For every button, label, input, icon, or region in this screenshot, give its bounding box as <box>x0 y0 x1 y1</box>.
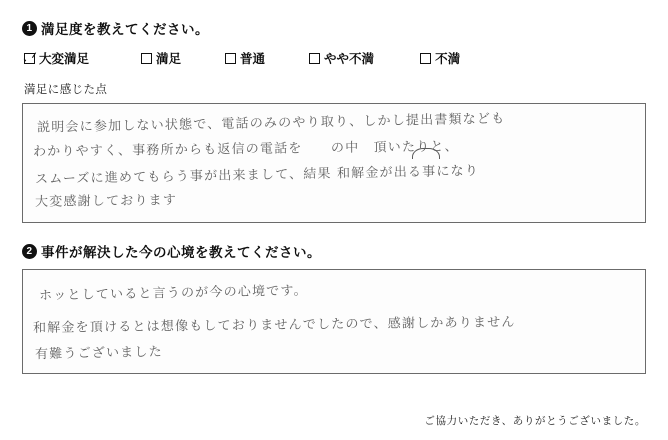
question-1-heading <box>22 18 646 38</box>
checkbox-icon[interactable] <box>420 53 431 64</box>
handwriting-line: 大変感謝しております <box>34 193 178 210</box>
handwriting-line: 和解金を頂けるとは想像もしておりませんでしたので、感謝しかありません <box>32 315 516 336</box>
question-1-sub-label: 満足に感じた点 <box>24 84 108 96</box>
handwriting-line: ホッとしていると言うのが今の心境です。 <box>38 283 308 304</box>
checkbox-icon[interactable] <box>309 53 320 64</box>
handwriting-line: わかりやすく、事務所からも返信の電話を の中 頂いたりと、 <box>32 139 459 160</box>
option-label: 不満 <box>435 52 461 66</box>
checkbox-icon[interactable] <box>225 53 236 64</box>
question-2-heading <box>22 241 646 261</box>
checkbox-checked-icon[interactable] <box>24 53 35 64</box>
option-label: 普通 <box>240 52 266 66</box>
footer-note: ご協力いただき、ありがとうございました。 <box>424 415 646 427</box>
checkbox-icon[interactable] <box>141 53 152 64</box>
question-1-answer-box[interactable] <box>22 103 646 223</box>
option-normal[interactable] <box>225 49 265 67</box>
question-2-answer-box[interactable] <box>22 269 646 374</box>
handwriting-line: 有難うございました <box>34 344 163 363</box>
question-2-text: 事件が解決した今の心境を教えてください。 <box>41 245 321 260</box>
option-dissatisfied[interactable] <box>420 49 460 67</box>
question-1-text: 満足度を教えてください。 <box>41 22 209 37</box>
option-somewhat-dissatisfied[interactable] <box>309 49 374 67</box>
handwriting-line: 説明会に参加しない状態で、電話のみのやり取り、しかし提出書類なども <box>36 111 506 136</box>
option-label: やや不満 <box>324 52 375 66</box>
option-label: 大変満足 <box>39 52 90 66</box>
option-very-satisfied[interactable] <box>24 49 89 67</box>
handwriting-line: スムーズに進めてもらう事が出来まして、結果 和解金が出る事になり <box>34 163 480 188</box>
question-2-number: 2 <box>22 244 37 259</box>
insertion-caret-icon <box>412 148 440 159</box>
option-satisfied[interactable] <box>141 49 181 67</box>
question-1-number: 1 <box>22 21 37 36</box>
option-label: 満足 <box>156 52 182 66</box>
question-1-options <box>22 49 646 67</box>
